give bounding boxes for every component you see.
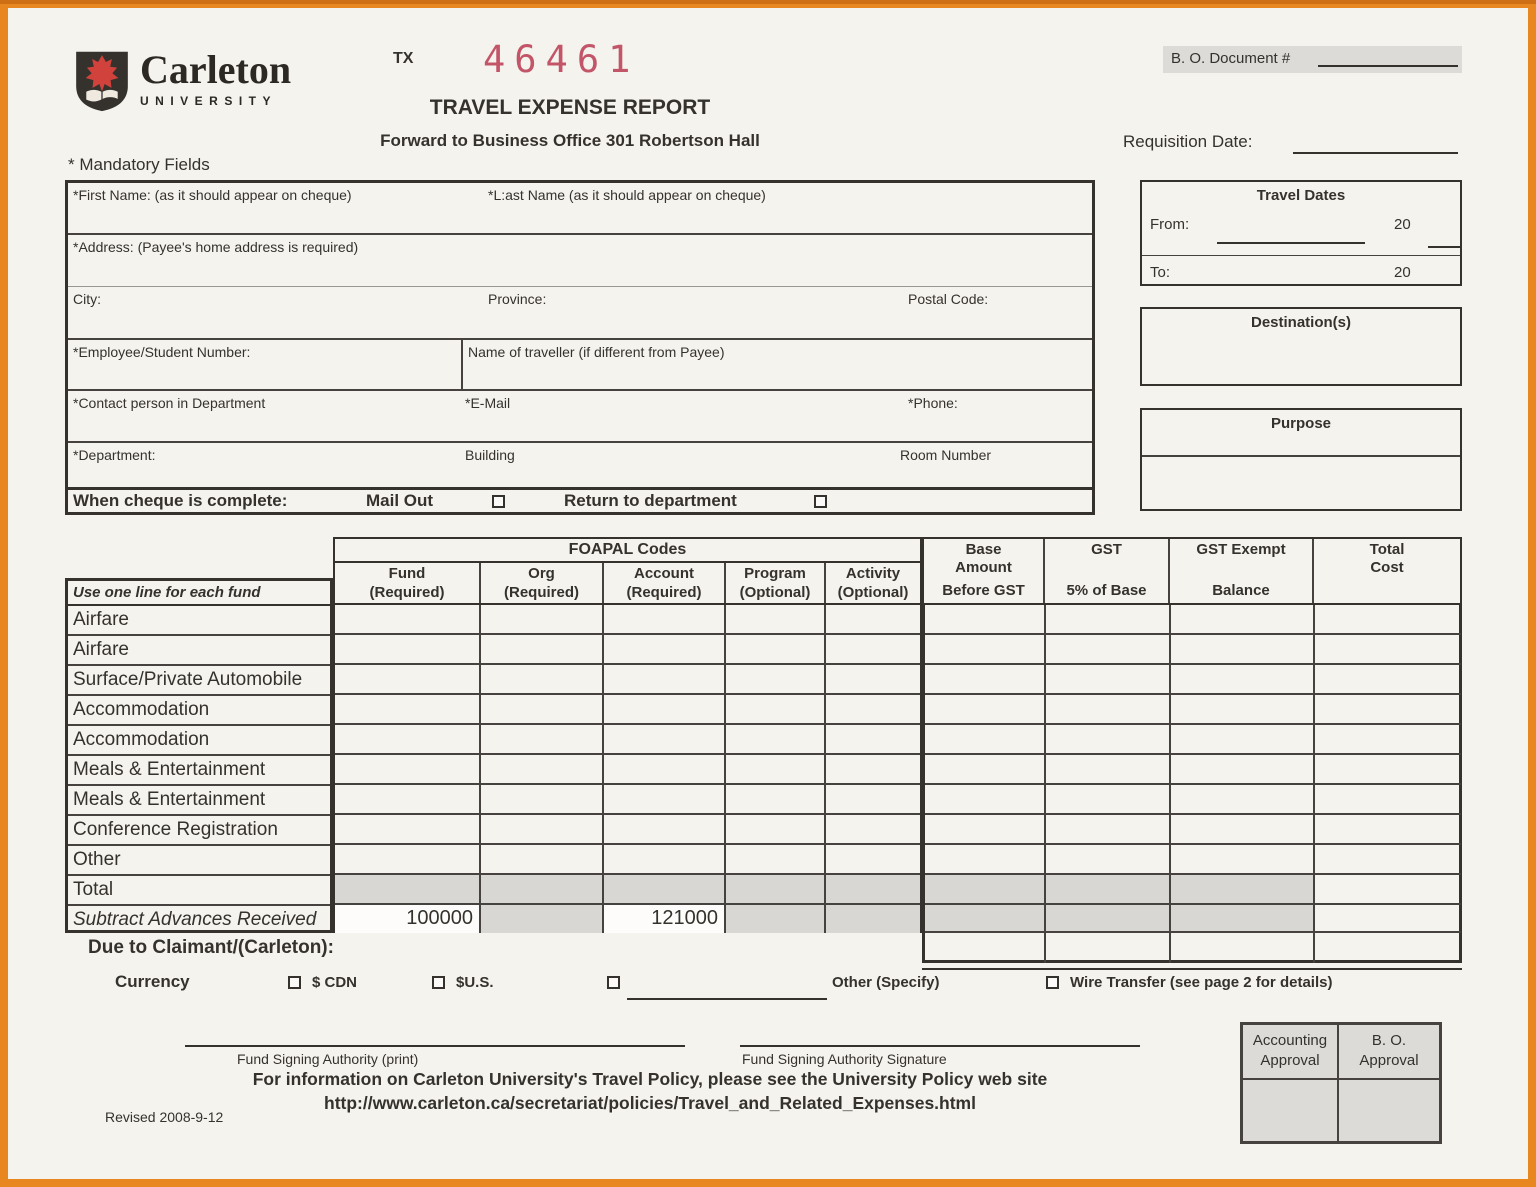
foapal-cell-r9-c0: [335, 875, 481, 905]
currency-us-label: $U.S.: [456, 974, 494, 991]
bo-document-input-line[interactable]: [1318, 65, 1458, 67]
mail-out-checkbox[interactable]: [492, 495, 505, 508]
foapal-cell-r5-c0[interactable]: [335, 755, 481, 785]
foapal-cell-r6-c4[interactable]: [826, 785, 920, 815]
amount-cell-r0-c3[interactable]: [1315, 605, 1461, 635]
foapal-cell-r7-c4[interactable]: [826, 815, 920, 845]
amount-cell-r9-c0: [925, 875, 1046, 905]
amount-cell-r11-c2[interactable]: [1171, 933, 1315, 963]
amount-cell-r2-c1[interactable]: [1046, 665, 1171, 695]
bo-document-field: [1163, 46, 1462, 73]
foapal-cell-r4-c2[interactable]: [604, 725, 726, 755]
amount-cell-r5-c1[interactable]: [1046, 755, 1171, 785]
bo-approval-header: [1339, 1025, 1439, 1080]
foapal-cell-r8-c0[interactable]: [335, 845, 481, 875]
total-label: Total: [1369, 541, 1405, 558]
logo-subtitle: UNIVERSITY: [140, 94, 278, 108]
base-label: Base: [965, 541, 1002, 558]
bo-approval-sign-area[interactable]: [1339, 1080, 1439, 1141]
travel-dates-title: Travel Dates: [1256, 187, 1346, 204]
form-subtitle: Forward to Business Office 301 Robertson Hall: [380, 131, 760, 150]
revised-date: Revised 2008-9-12: [105, 1109, 224, 1125]
row-label-airfare-2: Airfare: [68, 636, 330, 666]
mail-out-label: Mail Out: [366, 491, 434, 510]
purpose-divider: [1142, 455, 1460, 457]
payee-info-box: [65, 180, 1095, 515]
return-to-department-checkbox[interactable]: [814, 495, 827, 508]
amount-label: Amount: [955, 559, 1012, 576]
fund-authority-signature-line[interactable]: [740, 1045, 1140, 1047]
province-label: Province:: [488, 291, 547, 307]
currency-label: Currency: [115, 972, 190, 991]
amount-cell-r10-c3[interactable]: [1315, 905, 1461, 933]
policy-info-text: For information on Carleton University's Travel Policy, please see the University Policy web site: [252, 1069, 1048, 1089]
foapal-cell-r2-c2[interactable]: [604, 665, 726, 695]
travel-dates-box[interactable]: [1140, 180, 1462, 286]
amount-header: [922, 537, 1462, 605]
email-label: *E-Mail: [465, 395, 511, 411]
row-note: Use one line for each fund: [68, 581, 330, 606]
foapal-cell-r7-c2[interactable]: [604, 815, 726, 845]
amount-body-grid: [922, 605, 1462, 963]
row-label-accommodation-1: Accommodation: [68, 696, 330, 726]
amount-cell-r0-c2[interactable]: [1171, 605, 1315, 635]
row-label-conference: Conference Registration: [68, 816, 330, 846]
amount-cell-r10-c1: [1046, 905, 1171, 933]
amount-cell-r4-c0[interactable]: [925, 725, 1046, 755]
gst-label: GST: [1091, 541, 1122, 558]
account-required-label: (Required): [626, 584, 702, 601]
amount-cell-r7-c0[interactable]: [925, 815, 1046, 845]
from-year-prefix: 20: [1394, 216, 1411, 233]
account-label: Account: [634, 565, 694, 582]
amount-cell-r6-c3[interactable]: [1315, 785, 1461, 815]
org-required-label: (Required): [504, 584, 579, 601]
amount-cell-r5-c3[interactable]: [1315, 755, 1461, 785]
row-label-total: Total: [68, 876, 330, 906]
balance-label: Balance: [1212, 582, 1270, 599]
bo-label: B. O.: [1371, 1032, 1407, 1049]
fund-required-label: (Required): [369, 584, 445, 601]
amount-cell-r1-c0[interactable]: [925, 635, 1046, 665]
foapal-cell-r4-c3[interactable]: [726, 725, 826, 755]
foapal-cell-r6-c0[interactable]: [335, 785, 481, 815]
department-building-room-row[interactable]: [68, 441, 1092, 487]
address-label: *Address: (Payee's home address is required): [73, 239, 359, 255]
column-header-total-cost: [1314, 539, 1460, 603]
cheque-complete-row: [68, 487, 1092, 512]
amount-cell-r7-c2[interactable]: [1171, 815, 1315, 845]
column-divider: [461, 340, 463, 389]
phone-label: *Phone:: [908, 395, 958, 411]
amount-cell-r4-c1[interactable]: [1046, 725, 1171, 755]
row-label-subtract-advances: Subtract Advances Received: [73, 909, 317, 930]
column-header-activity: [826, 563, 920, 603]
fund-authority-print-label: Fund Signing Authority (print): [237, 1051, 419, 1067]
foapal-cell-r1-c1[interactable]: [481, 635, 604, 665]
column-header-program: [726, 563, 826, 603]
column-header-base-amount: [924, 539, 1045, 603]
foapal-cell-r10-c3: [726, 905, 826, 933]
from-label: From:: [1150, 216, 1190, 233]
name-field-row[interactable]: [68, 183, 1092, 233]
approvals-box: [1240, 1022, 1442, 1144]
foapal-cell-r1-c2[interactable]: [604, 635, 726, 665]
expense-row-labels: [65, 578, 333, 933]
frame-top-edge: [0, 0, 1536, 4]
bo-approval-label: Approval: [1359, 1052, 1419, 1069]
foapal-body-grid: [333, 605, 922, 933]
foapal-cell-r2-c3[interactable]: [726, 665, 826, 695]
foapal-cell-r2-c0[interactable]: [335, 665, 481, 695]
accounting-label: Accounting: [1252, 1032, 1328, 1049]
amount-cell-r2-c2[interactable]: [1171, 665, 1315, 695]
carleton-shield-icon: [74, 50, 130, 112]
foapal-cell-r10-c2[interactable]: 121000: [604, 905, 726, 933]
amount-cell-r10-c2: [1171, 905, 1315, 933]
carleton-logo: [74, 47, 292, 112]
foapal-cell-r9-c2: [604, 875, 726, 905]
amount-cell-r1-c3[interactable]: [1315, 635, 1461, 665]
foapal-cell-r6-c3[interactable]: [726, 785, 826, 815]
amount-cell-r6-c2[interactable]: [1171, 785, 1315, 815]
cost-label: Cost: [1370, 559, 1404, 576]
wire-transfer-checkbox[interactable]: [1046, 976, 1059, 989]
amount-table-bottom-line: [922, 968, 1462, 970]
traveller-name-label: Name of traveller (if different from Payee): [468, 344, 725, 360]
program-label: Program: [744, 565, 806, 582]
foapal-cell-r3-c0[interactable]: [335, 695, 481, 725]
before-gst-label: Before GST: [942, 582, 1025, 599]
row-label-meals-1: Meals & Entertainment: [68, 756, 330, 786]
foapal-cell-r5-c1[interactable]: [481, 755, 604, 785]
currency-other-label: Other (Specify): [832, 974, 940, 991]
column-header-account: [604, 563, 726, 603]
row-label-meals-2: Meals & Entertainment: [68, 786, 330, 816]
fund-label: Fund: [388, 565, 426, 582]
amount-cell-r3-c0[interactable]: [925, 695, 1046, 725]
amount-cell-r4-c3[interactable]: [1315, 725, 1461, 755]
tx-number-stamp: 46461: [483, 38, 640, 81]
first-name-label: *First Name: (as it should appear on cheque): [73, 187, 352, 203]
destinations-box[interactable]: [1140, 307, 1462, 386]
amount-cell-r0-c0[interactable]: [925, 605, 1046, 635]
foapal-cell-r9-c4: [826, 875, 920, 905]
mandatory-fields-note: * Mandatory Fields: [68, 155, 210, 174]
foapal-cell-r6-c2[interactable]: [604, 785, 726, 815]
cheque-complete-label: When cheque is complete:: [73, 491, 288, 510]
foapal-cell-r3-c3[interactable]: [726, 695, 826, 725]
policy-url: http://www.carleton.ca/secretariat/policies/Travel_and_Related_Expenses.html: [324, 1093, 976, 1113]
foapal-cell-r4-c4[interactable]: [826, 725, 920, 755]
foapal-cell-r1-c3[interactable]: [726, 635, 826, 665]
foapal-cell-r8-c4[interactable]: [826, 845, 920, 875]
amount-cell-r6-c1[interactable]: [1046, 785, 1171, 815]
currency-other-checkbox[interactable]: [607, 976, 620, 989]
amount-cell-r3-c2[interactable]: [1171, 695, 1315, 725]
amount-cell-r0-c1[interactable]: [1046, 605, 1171, 635]
amount-cell-r6-c0[interactable]: [925, 785, 1046, 815]
foapal-cell-r0-c0[interactable]: [335, 605, 481, 635]
foapal-cell-r8-c2[interactable]: [604, 845, 726, 875]
purpose-box[interactable]: [1140, 408, 1462, 511]
fund-authority-print-line[interactable]: [185, 1045, 685, 1047]
amount-cell-r9-c2: [1171, 875, 1315, 905]
foapal-cell-r4-c1[interactable]: [481, 725, 604, 755]
activity-label: Activity: [845, 565, 901, 582]
amount-cell-r7-c1[interactable]: [1046, 815, 1171, 845]
foapal-cell-r3-c4[interactable]: [826, 695, 920, 725]
requisition-date-input-line[interactable]: [1293, 152, 1458, 154]
bo-document-label: B. O. Document #: [1171, 50, 1291, 67]
foapal-header: [333, 537, 922, 605]
foapal-cell-r4-c0[interactable]: [335, 725, 481, 755]
address-field-row[interactable]: [68, 233, 1092, 286]
foapal-cell-r0-c3[interactable]: [726, 605, 826, 635]
foapal-cell-r0-c2[interactable]: [604, 605, 726, 635]
amount-cell-r3-c3[interactable]: [1315, 695, 1461, 725]
foapal-cell-r9-c3: [726, 875, 826, 905]
to-year-prefix: 20: [1394, 264, 1411, 281]
foapal-cell-r0-c1[interactable]: [481, 605, 604, 635]
tx-label: TX: [393, 50, 414, 67]
activity-optional-label: (Optional): [837, 584, 909, 601]
amount-cell-r8-c0[interactable]: [925, 845, 1046, 875]
column-header-fund: [335, 563, 481, 603]
foapal-cell-r1-c4[interactable]: [826, 635, 920, 665]
foapal-cell-r0-c4[interactable]: [826, 605, 920, 635]
column-header-gst-exempt: [1170, 539, 1314, 603]
foapal-cell-r8-c3[interactable]: [726, 845, 826, 875]
requisition-date-label: Requisition Date:: [1123, 132, 1253, 151]
foapal-cell-r7-c0[interactable]: [335, 815, 481, 845]
row-label-surface-automobile: Surface/Private Automobile: [68, 666, 330, 696]
column-header-gst: [1045, 539, 1170, 603]
to-label: To:: [1150, 264, 1171, 281]
foapal-cell-r6-c1[interactable]: [481, 785, 604, 815]
foapal-cell-r7-c1[interactable]: [481, 815, 604, 845]
foapal-cell-r10-c1: [481, 905, 604, 933]
gst-exempt-label: GST Exempt: [1196, 541, 1286, 558]
row-label-other: Other: [68, 846, 330, 876]
amount-cell-r5-c2[interactable]: [1171, 755, 1315, 785]
foapal-cell-r5-c2[interactable]: [604, 755, 726, 785]
travel-dates-divider: [1142, 255, 1460, 256]
accounting-approval-header: [1243, 1025, 1339, 1080]
amount-cell-r1-c2[interactable]: [1171, 635, 1315, 665]
destinations-title: Destination(s): [1250, 314, 1351, 331]
building-label: Building: [465, 447, 515, 463]
amount-cell-r2-c0[interactable]: [925, 665, 1046, 695]
amount-cell-r5-c0[interactable]: [925, 755, 1046, 785]
fund-authority-signature-label: Fund Signing Authority Signature: [742, 1051, 947, 1067]
amount-cell-r3-c1[interactable]: [1046, 695, 1171, 725]
department-label: *Department:: [73, 447, 156, 463]
currency-other-input-line[interactable]: [627, 998, 827, 1000]
foapal-cell-r2-c1[interactable]: [481, 665, 604, 695]
amount-cell-r8-c3[interactable]: [1315, 845, 1461, 875]
column-header-org: [481, 563, 604, 603]
currency-cdn-checkbox[interactable]: [288, 976, 301, 989]
amount-cell-r11-c3[interactable]: [1315, 933, 1461, 963]
foapal-cell-r3-c2[interactable]: [604, 695, 726, 725]
foapal-cell-r3-c1[interactable]: [481, 695, 604, 725]
foapal-cell-r7-c3[interactable]: [726, 815, 826, 845]
accounting-approval-sign-area[interactable]: [1243, 1080, 1339, 1141]
form-title: TRAVEL EXPENSE REPORT: [429, 96, 711, 119]
from-year-input-line[interactable]: [1428, 246, 1460, 248]
amount-cell-r9-c3[interactable]: [1315, 875, 1461, 905]
foapal-cell-r5-c3[interactable]: [726, 755, 826, 785]
foapal-cell-r9-c1: [481, 875, 604, 905]
amount-cell-r8-c1[interactable]: [1046, 845, 1171, 875]
foapal-codes-title: FOAPAL Codes: [335, 539, 920, 563]
foapal-cell-r8-c1[interactable]: [481, 845, 604, 875]
employee-number-label: *Employee/Student Number:: [73, 344, 251, 360]
foapal-cell-r10-c4: [826, 905, 920, 933]
logo-wordmark: Carleton: [140, 47, 292, 92]
amount-cell-r11-c0[interactable]: [925, 933, 1046, 963]
wire-transfer-label: Wire Transfer (see page 2 for details): [1070, 974, 1333, 991]
foapal-cell-r1-c0[interactable]: [335, 635, 481, 665]
gst-rate-label: 5% of Base: [1066, 582, 1147, 599]
return-to-department-label: Return to department: [564, 491, 737, 510]
org-label: Org: [528, 565, 555, 582]
contact-person-label: *Contact person in Department: [73, 395, 266, 411]
amount-cell-r11-c1[interactable]: [1046, 933, 1171, 963]
amount-cell-r7-c3[interactable]: [1315, 815, 1461, 845]
currency-us-checkbox[interactable]: [432, 976, 445, 989]
city-province-postal-row[interactable]: [68, 286, 1092, 338]
last-name-label: *L:ast Name (as it should appear on cheque): [488, 187, 766, 203]
row-label-airfare-1: Airfare: [68, 606, 330, 636]
accounting-approval-label: Approval: [1260, 1052, 1320, 1069]
amount-cell-r4-c2[interactable]: [1171, 725, 1315, 755]
postal-code-label: Postal Code:: [908, 291, 989, 307]
foapal-cell-r10-c0[interactable]: 100000: [335, 905, 481, 933]
currency-cdn-label: $ CDN: [312, 974, 358, 991]
from-date-input-line[interactable]: [1217, 242, 1365, 244]
row-label-accommodation-2: Accommodation: [68, 726, 330, 756]
foapal-cell-r2-c4[interactable]: [826, 665, 920, 695]
city-label: City:: [73, 291, 101, 307]
amount-cell-r9-c1: [1046, 875, 1171, 905]
amount-cell-r8-c2[interactable]: [1171, 845, 1315, 875]
foapal-cell-r5-c4[interactable]: [826, 755, 920, 785]
employee-number-row[interactable]: [68, 338, 1092, 389]
room-number-label: Room Number: [900, 447, 992, 463]
contact-email-phone-row[interactable]: [68, 389, 1092, 441]
amount-cell-r10-c0: [925, 905, 1046, 933]
due-to-claimant-label: Due to Claimant/(Carleton):: [88, 937, 334, 958]
amount-cell-r1-c1[interactable]: [1046, 635, 1171, 665]
amount-cell-r2-c3[interactable]: [1315, 665, 1461, 695]
program-optional-label: (Optional): [739, 584, 811, 601]
purpose-title: Purpose: [1270, 415, 1331, 432]
